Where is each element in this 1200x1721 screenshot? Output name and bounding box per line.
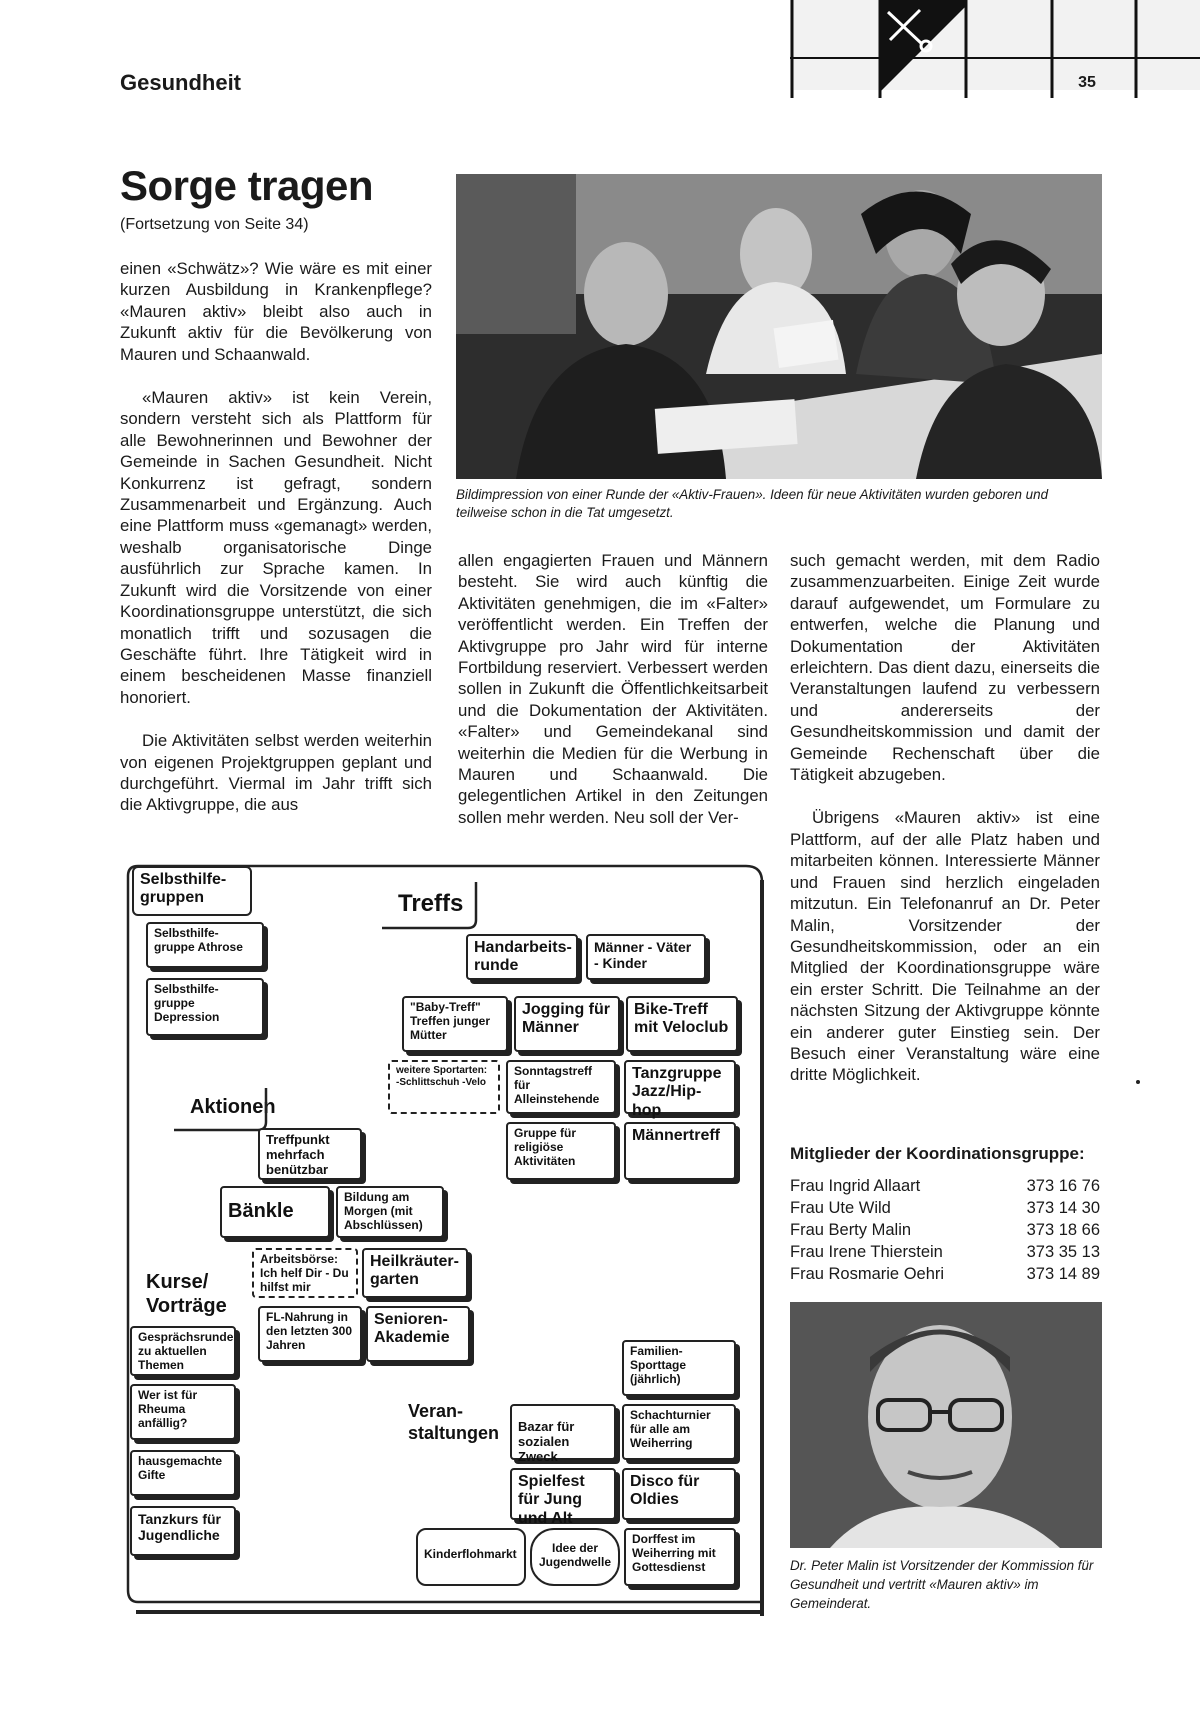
treffs-sonntag: Sonntagstreff für Alleinstehende [506,1060,616,1114]
selbsthilfe-depression: Selbsthilfe-gruppe Depression [146,978,264,1036]
treffs-tanz: Tanzgruppe Jazz/Hip-hop [624,1060,736,1114]
treffs-handarbeit: Handarbeits-runde [466,934,578,980]
treffs-sportarten: weitere Sportarten: -Schlittschuh -Velo [388,1060,500,1114]
text-column-1 [120,258,432,838]
page-number: 35 [1078,74,1096,91]
member-name: Frau Ingrid Allaart [790,1177,921,1195]
kurse-rheuma: Wer ist für Rheuma anfällig? [130,1384,236,1440]
paragraph-4: allen engagierten Frauen und Männern besteht. Sie wird auch künftig die Aktivitäten genehmigen, die im «Falter» veröffentlicht werden. Ein Treffen der Aktivgruppe pro Jahr wird für interne Fortbildung reserviert. Verbessert werden sollen in Zukunft die Öffentlichkeitsarbeit und die Dokumentation der Aktivitäten. «Falter» und Gemeindekanal sind weiterhin die Medien für die Werbung in Mauren und Schaanwald. Die gelegentlichen Artikel in den Zeitungen sollen mehr werden. Neu soll der Ver- [458,551,768,827]
group-aktionen: Aktionen [190,1096,276,1118]
member-phone: 373 14 30 [1026,1199,1100,1217]
header-tab-graphic [790,0,1200,98]
member-name: Frau Rosmarie Oehri [790,1265,945,1283]
member-phone: 373 35 13 [1026,1243,1100,1261]
veranstaltungen-disco: Disco für Oldies [622,1468,736,1520]
member-name: Frau Irene Thierstein [790,1243,943,1261]
paragraph-1: einen «Schwätz»? Wie wäre es mit einer kurzen Ausbildung in Krankenpflege? «Mauren aktiv» bleibt also auch in Zukunft aktiv für die Bevölkerung von Mauren und Schaanwald. [120,259,432,364]
paragraph-2: «Mauren aktiv» ist kein Verein, sondern versteht sich als Plattform für alle Bewohnerinnen und Bewohner der Gemeinde in Sachen Gesundheit. Nicht Konkurrenz ist gefragt, sondern Zusammenarbeit und Ergänzung. Auch eine Plattform muss «gemanagt» werden, weshalb organisatorische Dinge ausführlich zur Sprache kamen. In Zukunft wird die Vorsitzende von einer Koordinationsgruppe unterstützt, die sich monatlich trifft und sozusagen die Geschäfte führt. Ihre Tätigkeit wird in einem bescheidenen Masse finanziell honoriert. [120,388,432,707]
portrait-photo [790,1302,1102,1548]
treffs-jogging: Jogging für Männer [514,996,620,1052]
article-subtitle: (Fortsetzung von Seite 34) [120,216,309,233]
treffs-bracket [380,880,480,932]
activities-diagram [126,860,766,1616]
kurse-gifte: hausgemachte Gifte [130,1450,236,1496]
aktionen-baenkle: Bänkle [220,1186,330,1238]
group-veranstaltungen: Veran-staltungen [408,1401,500,1443]
veranstaltungen-jugendwelle: Idee der Jugendwelle [530,1528,620,1586]
member-name: Frau Berty Malin [790,1221,912,1239]
photo-caption: Bildimpression von einer Runde der «Aktiv-Frauen». Ideen für neue Aktivitäten wurden geboren und teilweise schon in die Tat umgesetzt. [456,487,1049,520]
article-title: Sorge tragen [120,162,374,209]
member-name: Frau Ute Wild [790,1199,891,1217]
group-kurse: Kurse/ Vorträge [146,1271,227,1317]
selbsthilfe-athrose: Selbsthilfe-gruppe Athrose [146,922,264,968]
group-photo [456,174,1102,479]
veranstaltungen-spielfest: Spielfest für Jung und Alt [510,1468,616,1520]
margin-dot [1136,1080,1140,1084]
member-row [790,1197,1100,1219]
veranstaltungen-schach: Schachturnier für alle am Weiherring [622,1404,736,1460]
member-row [790,1263,1100,1285]
veranstaltungen-familien: Familien-Sporttage (jährlich) [622,1340,736,1396]
members-heading: Mitglieder der Koordinationsgruppe: [790,1144,1085,1163]
aktionen-treffpunkt: Treffpunkt mehrfach benützbar [258,1128,362,1180]
aktionen-arbeitsboerse: Arbeitsbörse: Ich helf Dir - Du hilfst mir [252,1248,358,1298]
kurse-gespraechsrunde: Gesprächsrunde zu aktuellen Themen [130,1326,236,1376]
veranstaltungen-bazar: Bazar für sozialen Zweck [510,1404,616,1460]
treffs-maennertreff: Männertreff [624,1122,736,1180]
treffs-maenner-vaeter: Männer - Väter - Kinder [586,934,706,980]
member-phone: 373 16 76 [1026,1177,1100,1195]
paragraph-6: Übrigens «Mauren aktiv» ist eine Plattform, auf der alle Platz haben und mitarbeiten können. Interessierte Männer und Frauen sind herzlich eingeladen mitzutun. Ein Telefonanruf an Dr. Peter Malin, Vorsitzender der Gesundheitskommission, oder an ein Mitglied der Koordinationsgruppe wäre ein erster Schritt. Die Teilnahme an der nächsten Sitzung der Aktivgruppe könnte ein anderer guter Einstieg sein. Der Besuch einer Veranstaltung wäre eine dritte Möglichkeit. [790,808,1100,1085]
member-row [790,1175,1100,1197]
member-row [790,1219,1100,1241]
text-column-2 [458,550,768,850]
veranstaltungen-kinderflohmarkt: Kinderflohmarkt [416,1528,526,1586]
aktionen-senioren: Senioren-Akademie [366,1306,470,1362]
treffs-baby: "Baby-Treff" Treffen junger Mütter [402,996,508,1052]
treffs-bike: Bike-Treff mit Veloclub [626,996,738,1052]
aktionen-fl-nahrung: FL-Nahrung in den letzten 300 Jahren [258,1306,362,1362]
kurse-tanzkurs: Tanzkurs für Jugendliche [130,1506,236,1556]
group-selbsthilfe: Selbsthilfe-gruppen [132,866,252,916]
member-phone: 373 14 89 [1026,1265,1100,1283]
aktionen-bildung: Bildung am Morgen (mit Abschlüssen) [336,1186,444,1238]
paragraph-5: such gemacht werden, mit dem Radio zusammenzuarbeiten. Einige Zeit wurde darauf aufgewendet, um Formulare zu entwerfen, welche die Planung und Dokumentation der Aktivitäten erleichtern. Das dient dazu, einerseits die Veranstaltungen laufend zu verbessern und andererseits der Gesundheitskommission und damit der Gemeinde Rechenschaft über die Tätigkeit abzugeben. [790,551,1100,785]
section-label: Gesundheit [120,70,242,95]
text-column-3 [790,550,1100,1108]
members-list [790,1175,1100,1285]
aktionen-bracket [172,1086,272,1134]
treffs-religioes: Gruppe für religiöse Aktivitäten [506,1122,616,1180]
member-row [790,1241,1100,1263]
veranstaltungen-dorffest: Dorffest im Weiherring mit Gottesdienst [624,1528,736,1586]
group-treffs: Treffs [398,890,464,917]
paragraph-3: Die Aktivitäten selbst werden weiterhin von eigenen Projektgruppen geplant und durchgeführt. Viermal im Jahr trifft sich die Aktivgruppe, die aus [120,731,432,815]
member-phone: 373 18 66 [1026,1221,1100,1239]
aktionen-heilkraeuter: Heilkräuter-garten [362,1248,468,1298]
portrait-caption: Dr. Peter Malin ist Vorsitzender der Kommission für Gesundheit und vertritt «Mauren aktiv» im Gemeinderat. [790,1558,1094,1611]
